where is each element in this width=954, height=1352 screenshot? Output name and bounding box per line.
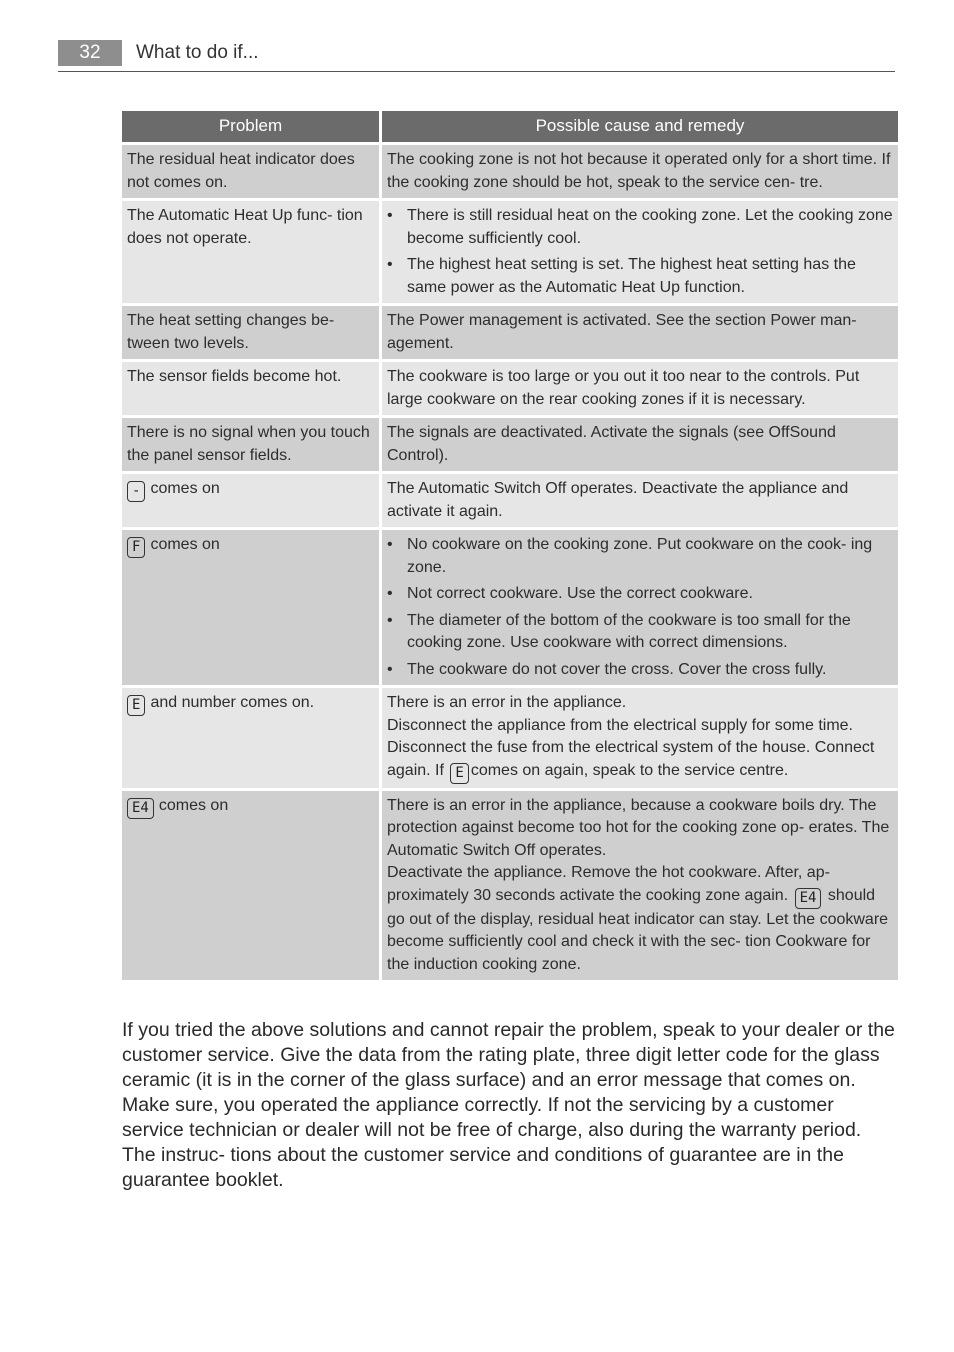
table-row bbox=[122, 791, 898, 981]
remedy-text: should go out of the display, residual heat indicator can stay. Let the cookware become sufficiently cool and check it with the sec- tion Cookware for the induction cooking zone. bbox=[387, 886, 889, 973]
problem-cell bbox=[122, 474, 379, 527]
remedy-cell: The cooking zone is not hot because it operated only for a short time. If the cooking zone should be hot, speak to the service cen- tre. bbox=[382, 145, 898, 198]
remedy-list-item: • No cookware on the cooking zone. Put cookware on the cook- ing zone. bbox=[407, 534, 893, 579]
remedy-list bbox=[387, 534, 893, 681]
table-row bbox=[122, 145, 898, 198]
service-note bbox=[122, 1018, 895, 1193]
remedy-list-item: • The cookware do not cover the cross. Cover the cross fully. bbox=[407, 659, 893, 682]
remedy-cell: The signals are deactivated. Activate the signals (see OffSound Control). bbox=[382, 418, 898, 471]
remedy-cell: The Power management is activated. See the section Power man- agement. bbox=[382, 306, 898, 359]
problem-cell: The sensor fields become hot. bbox=[122, 362, 379, 415]
section-title: What to do if... bbox=[136, 42, 259, 63]
problem-text: comes on bbox=[158, 796, 229, 814]
remedy-list-item: • The highest heat setting is set. The highest heat setting has the same power as the Automatic Heat Up function. bbox=[407, 254, 893, 299]
remedy-cell: The cookware is too large or you out it too near to the controls. Put large cookware on the rear cooking zones if it is necessary. bbox=[382, 362, 898, 415]
problem-cell bbox=[122, 530, 379, 685]
column-header-problem: Problem bbox=[122, 111, 379, 142]
table-row bbox=[122, 418, 898, 471]
remedy-text: comes on again, speak to the service centre. bbox=[470, 761, 789, 779]
remedy-list bbox=[387, 205, 893, 299]
remedy-list-item: • There is still residual heat on the cooking zone. Let the cooking zone become sufficiently cool. bbox=[407, 205, 893, 250]
problem-cell bbox=[122, 791, 379, 981]
note-paragraph: Make sure, you operated the appliance correctly. If not the servicing by a customer service technician or dealer will not be free of charge, also during the warranty period. The instruc- tions about the customer service and conditions of guarantee are in the guarantee booklet. bbox=[122, 1094, 862, 1191]
table-row bbox=[122, 201, 898, 303]
page-header bbox=[58, 40, 895, 72]
table-row bbox=[122, 530, 898, 685]
display-symbol-dash: - bbox=[127, 481, 145, 502]
problem-text: comes on bbox=[150, 480, 220, 497]
table-header-row bbox=[122, 111, 898, 142]
problem-cell: The residual heat indicator does not comes on. bbox=[122, 145, 379, 198]
problem-cell: There is no signal when you touch the panel sensor fields. bbox=[122, 418, 379, 471]
remedy-cell: The Automatic Switch Off operates. Deactivate the appliance and activate it again. bbox=[382, 474, 898, 527]
remedy-cell bbox=[382, 688, 898, 788]
display-symbol-e: E bbox=[127, 695, 145, 716]
table-row bbox=[122, 474, 898, 527]
problem-cell: The heat setting changes be- tween two levels. bbox=[122, 306, 379, 359]
remedy-text: There is an error in the appliance. bbox=[387, 694, 627, 711]
remedy-cell bbox=[382, 791, 898, 981]
display-symbol-e: E bbox=[450, 763, 468, 784]
page-number: 32 bbox=[58, 40, 122, 66]
troubleshooting-table bbox=[119, 108, 901, 983]
problem-text: comes on bbox=[150, 536, 220, 553]
display-symbol-e4: E4 bbox=[795, 888, 822, 909]
problem-cell bbox=[122, 688, 379, 788]
table-row bbox=[122, 362, 898, 415]
remedy-list-item: • The diameter of the bottom of the cookware is too small for the cooking zone. Use cookware with correct dimensions. bbox=[407, 610, 893, 655]
remedy-text: Disconnect the appliance from the electrical supply for some time. Disconnect the fuse from the electrical system of the house. Connect again. If bbox=[387, 716, 875, 779]
remedy-text: Deactivate the appliance. Remove the hot cookware. After, ap- proximately 30 seconds activate the cooking zone again. bbox=[387, 864, 830, 904]
display-symbol-f: F bbox=[127, 537, 145, 558]
remedy-list-item: • Not correct cookware. Use the correct cookware. bbox=[407, 583, 893, 606]
remedy-cell bbox=[382, 530, 898, 685]
table-row bbox=[122, 688, 898, 788]
display-symbol-e4: E4 bbox=[127, 798, 154, 819]
problem-cell: The Automatic Heat Up func- tion does not operate. bbox=[122, 201, 379, 303]
note-paragraph: If you tried the above solutions and cannot repair the problem, speak to your dealer or the customer service. Give the data from the rating plate, three digit letter code for the glass ceramic (it is in the corner of the glass surface) and an error message that comes on. bbox=[122, 1019, 895, 1091]
column-header-remedy: Possible cause and remedy bbox=[382, 111, 898, 142]
remedy-cell bbox=[382, 201, 898, 303]
remedy-text: There is an error in the appliance, because a cookware boils dry. The protection against become too hot for the cooking zone op- erates. The Automatic Switch Off operates. bbox=[387, 796, 890, 859]
problem-text: and number comes on. bbox=[150, 694, 315, 711]
table-row bbox=[122, 306, 898, 359]
